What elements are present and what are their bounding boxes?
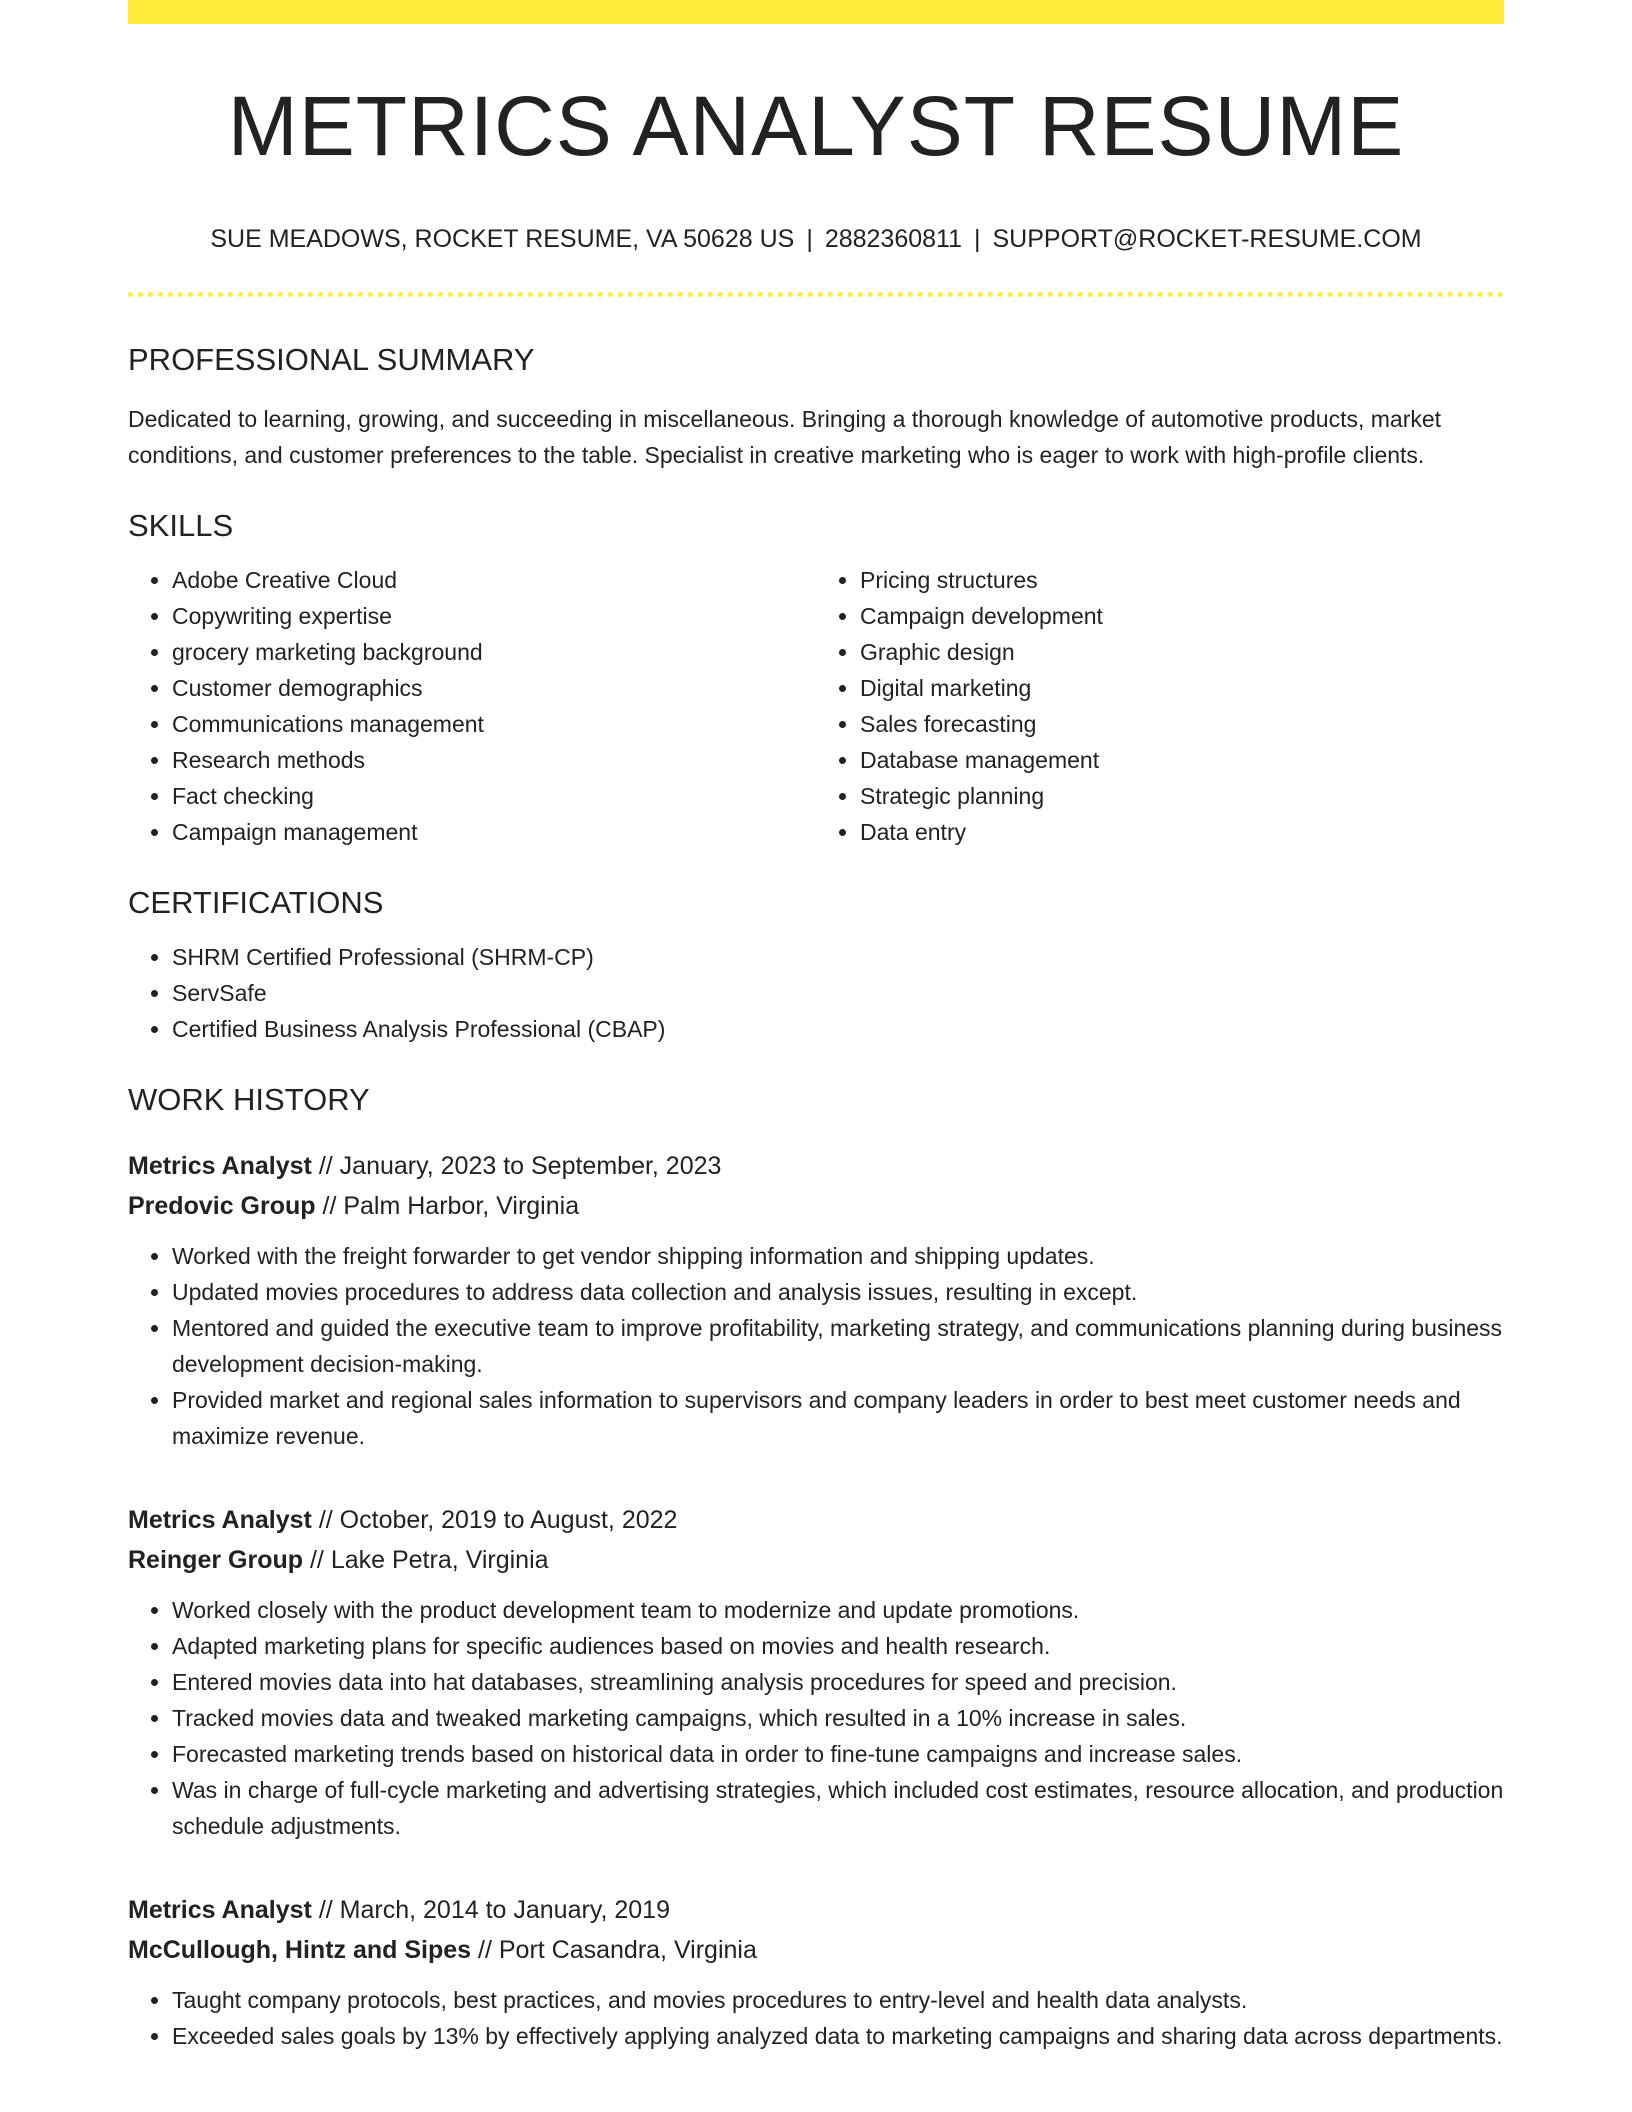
job-separator: // — [311, 1152, 340, 1181]
job-separator: // — [471, 1936, 499, 1965]
certifications-section — [128, 884, 1504, 1047]
skills-section — [128, 507, 1504, 850]
certifications-list — [128, 939, 1504, 1047]
job-title-line — [128, 1500, 1504, 1540]
work-history-section — [128, 1081, 1504, 2054]
job-company: McCullough, Hintz and Sipes — [128, 1936, 472, 1965]
job-dates: January, 2023 to September, 2023 — [339, 1152, 722, 1181]
skills-grid — [128, 562, 1504, 850]
contact-email: SUPPORT@ROCKET-RESUME.COM — [992, 225, 1422, 254]
job-bullet: • Mentored and guided the executive team to improve profitability, marketing strategy, and communications planning during business development decision-making. — [172, 1310, 1504, 1382]
contact-separator: | — [806, 225, 813, 254]
skill-item: • Research methods — [172, 742, 816, 778]
certification-item: • ServSafe — [172, 975, 1504, 1011]
job-company: Predovic Group — [128, 1192, 316, 1221]
job-company-line — [128, 1930, 1504, 1970]
job-separator: // — [311, 1506, 340, 1535]
job-bullet: • Entered movies data into hat databases, streamlining analysis procedures for speed and precision. — [172, 1664, 1504, 1700]
skill-item: • Fact checking — [172, 778, 816, 814]
job-company-line — [128, 1186, 1504, 1226]
job-bullet: • Forecasted marketing trends based on historical data in order to fine-tune campaigns and increase sales. — [172, 1736, 1504, 1772]
job-separator: // — [315, 1192, 344, 1221]
skill-item: • Pricing structures — [860, 562, 1504, 598]
job-bullet: • Was in charge of full-cycle marketing and advertising strategies, which included cost estimates, resource allocation, and production schedule adjustments. — [172, 1772, 1504, 1844]
contact-line — [128, 224, 1504, 254]
job-entry — [128, 1146, 1504, 1454]
job-bullet: • Worked with the freight forwarder to get vendor shipping information and shipping updates. — [172, 1238, 1504, 1274]
skill-item: • grocery marketing background — [172, 634, 816, 670]
job-bullet: • Provided market and regional sales information to supervisors and company leaders in order to best meet customer needs and maximize revenue. — [172, 1382, 1504, 1454]
certification-item: • SHRM Certified Professional (SHRM-CP) — [172, 939, 1504, 975]
job-bullet: • Tracked movies data and tweaked marketing campaigns, which resulted in a 10% increase in sales. — [172, 1700, 1504, 1736]
job-bullets — [128, 1982, 1504, 2054]
skill-item: • Campaign development — [860, 598, 1504, 634]
job-company: Reinger Group — [128, 1546, 304, 1575]
skill-item: • Sales forecasting — [860, 706, 1504, 742]
dotted-divider — [128, 292, 1504, 297]
job-separator: // — [303, 1546, 331, 1575]
job-dates: March, 2014 to January, 2019 — [339, 1896, 670, 1925]
job-company-line — [128, 1540, 1504, 1580]
job-entry — [128, 1500, 1504, 1844]
summary-text: Dedicated to learning, growing, and succeeding in miscellaneous. Bringing a thorough knowledge of automotive products, market conditions, and customer preferences to the table. Specialist in creative marketing who is eager to work with high-profile clients. — [128, 405, 1442, 468]
job-bullet: • Adapted marketing plans for specific audiences based on movies and health research. — [172, 1628, 1504, 1664]
job-bullet: • Worked closely with the product development team to modernize and update promotions. — [172, 1592, 1504, 1628]
skill-item: • Digital marketing — [860, 670, 1504, 706]
certification-item: • Certified Business Analysis Professional (CBAP) — [172, 1011, 1504, 1047]
job-title: Metrics Analyst — [128, 1506, 312, 1535]
top-accent-bar — [128, 0, 1504, 24]
job-entry — [128, 1890, 1504, 2054]
work-history-heading: WORK HISTORY — [128, 1081, 370, 1117]
job-bullet: • Updated movies procedures to address data collection and analysis issues, resulting in except. — [172, 1274, 1504, 1310]
job-list — [128, 1146, 1504, 2054]
resume-page — [128, 0, 1504, 2054]
skill-item: • Customer demographics — [172, 670, 816, 706]
summary-heading: PROFESSIONAL SUMMARY — [128, 342, 535, 378]
skill-item: • Strategic planning — [860, 778, 1504, 814]
contact-separator: | — [974, 225, 981, 254]
contact-address: SUE MEADOWS, ROCKET RESUME, VA 50628 US — [210, 225, 795, 254]
certifications-heading: CERTIFICATIONS — [128, 884, 384, 920]
skills-list-left — [128, 562, 816, 850]
job-title-line — [128, 1146, 1504, 1186]
skills-heading: SKILLS — [128, 507, 234, 543]
page-title: METRICS ANALYST RESUME — [227, 79, 1405, 173]
skill-item: • Graphic design — [860, 634, 1504, 670]
skill-item: • Data entry — [860, 814, 1504, 850]
skill-item: • Copywriting expertise — [172, 598, 816, 634]
job-title: Metrics Analyst — [128, 1152, 312, 1181]
summary-section — [128, 341, 1504, 472]
job-bullet: • Taught company protocols, best practices, and movies procedures to entry-level and health data analysts. — [172, 1982, 1504, 2018]
contact-phone: 2882360811 — [824, 225, 962, 254]
skills-list-right — [816, 562, 1504, 850]
job-location: Lake Petra, Virginia — [330, 1546, 549, 1575]
job-title: Metrics Analyst — [128, 1896, 312, 1925]
job-location: Port Casandra, Virginia — [498, 1936, 757, 1965]
skill-item: • Adobe Creative Cloud — [172, 562, 816, 598]
skill-item: • Communications management — [172, 706, 816, 742]
job-bullet: • Exceeded sales goals by 13% by effectively applying analyzed data to marketing campaigns and sharing data across departments. — [172, 2018, 1504, 2054]
skill-item: • Campaign management — [172, 814, 816, 850]
job-location: Palm Harbor, Virginia — [343, 1192, 580, 1221]
job-title-line — [128, 1890, 1504, 1930]
job-bullets — [128, 1238, 1504, 1454]
skill-item: • Database management — [860, 742, 1504, 778]
job-dates: October, 2019 to August, 2022 — [339, 1506, 678, 1535]
job-separator: // — [311, 1896, 340, 1925]
job-bullets — [128, 1592, 1504, 1844]
